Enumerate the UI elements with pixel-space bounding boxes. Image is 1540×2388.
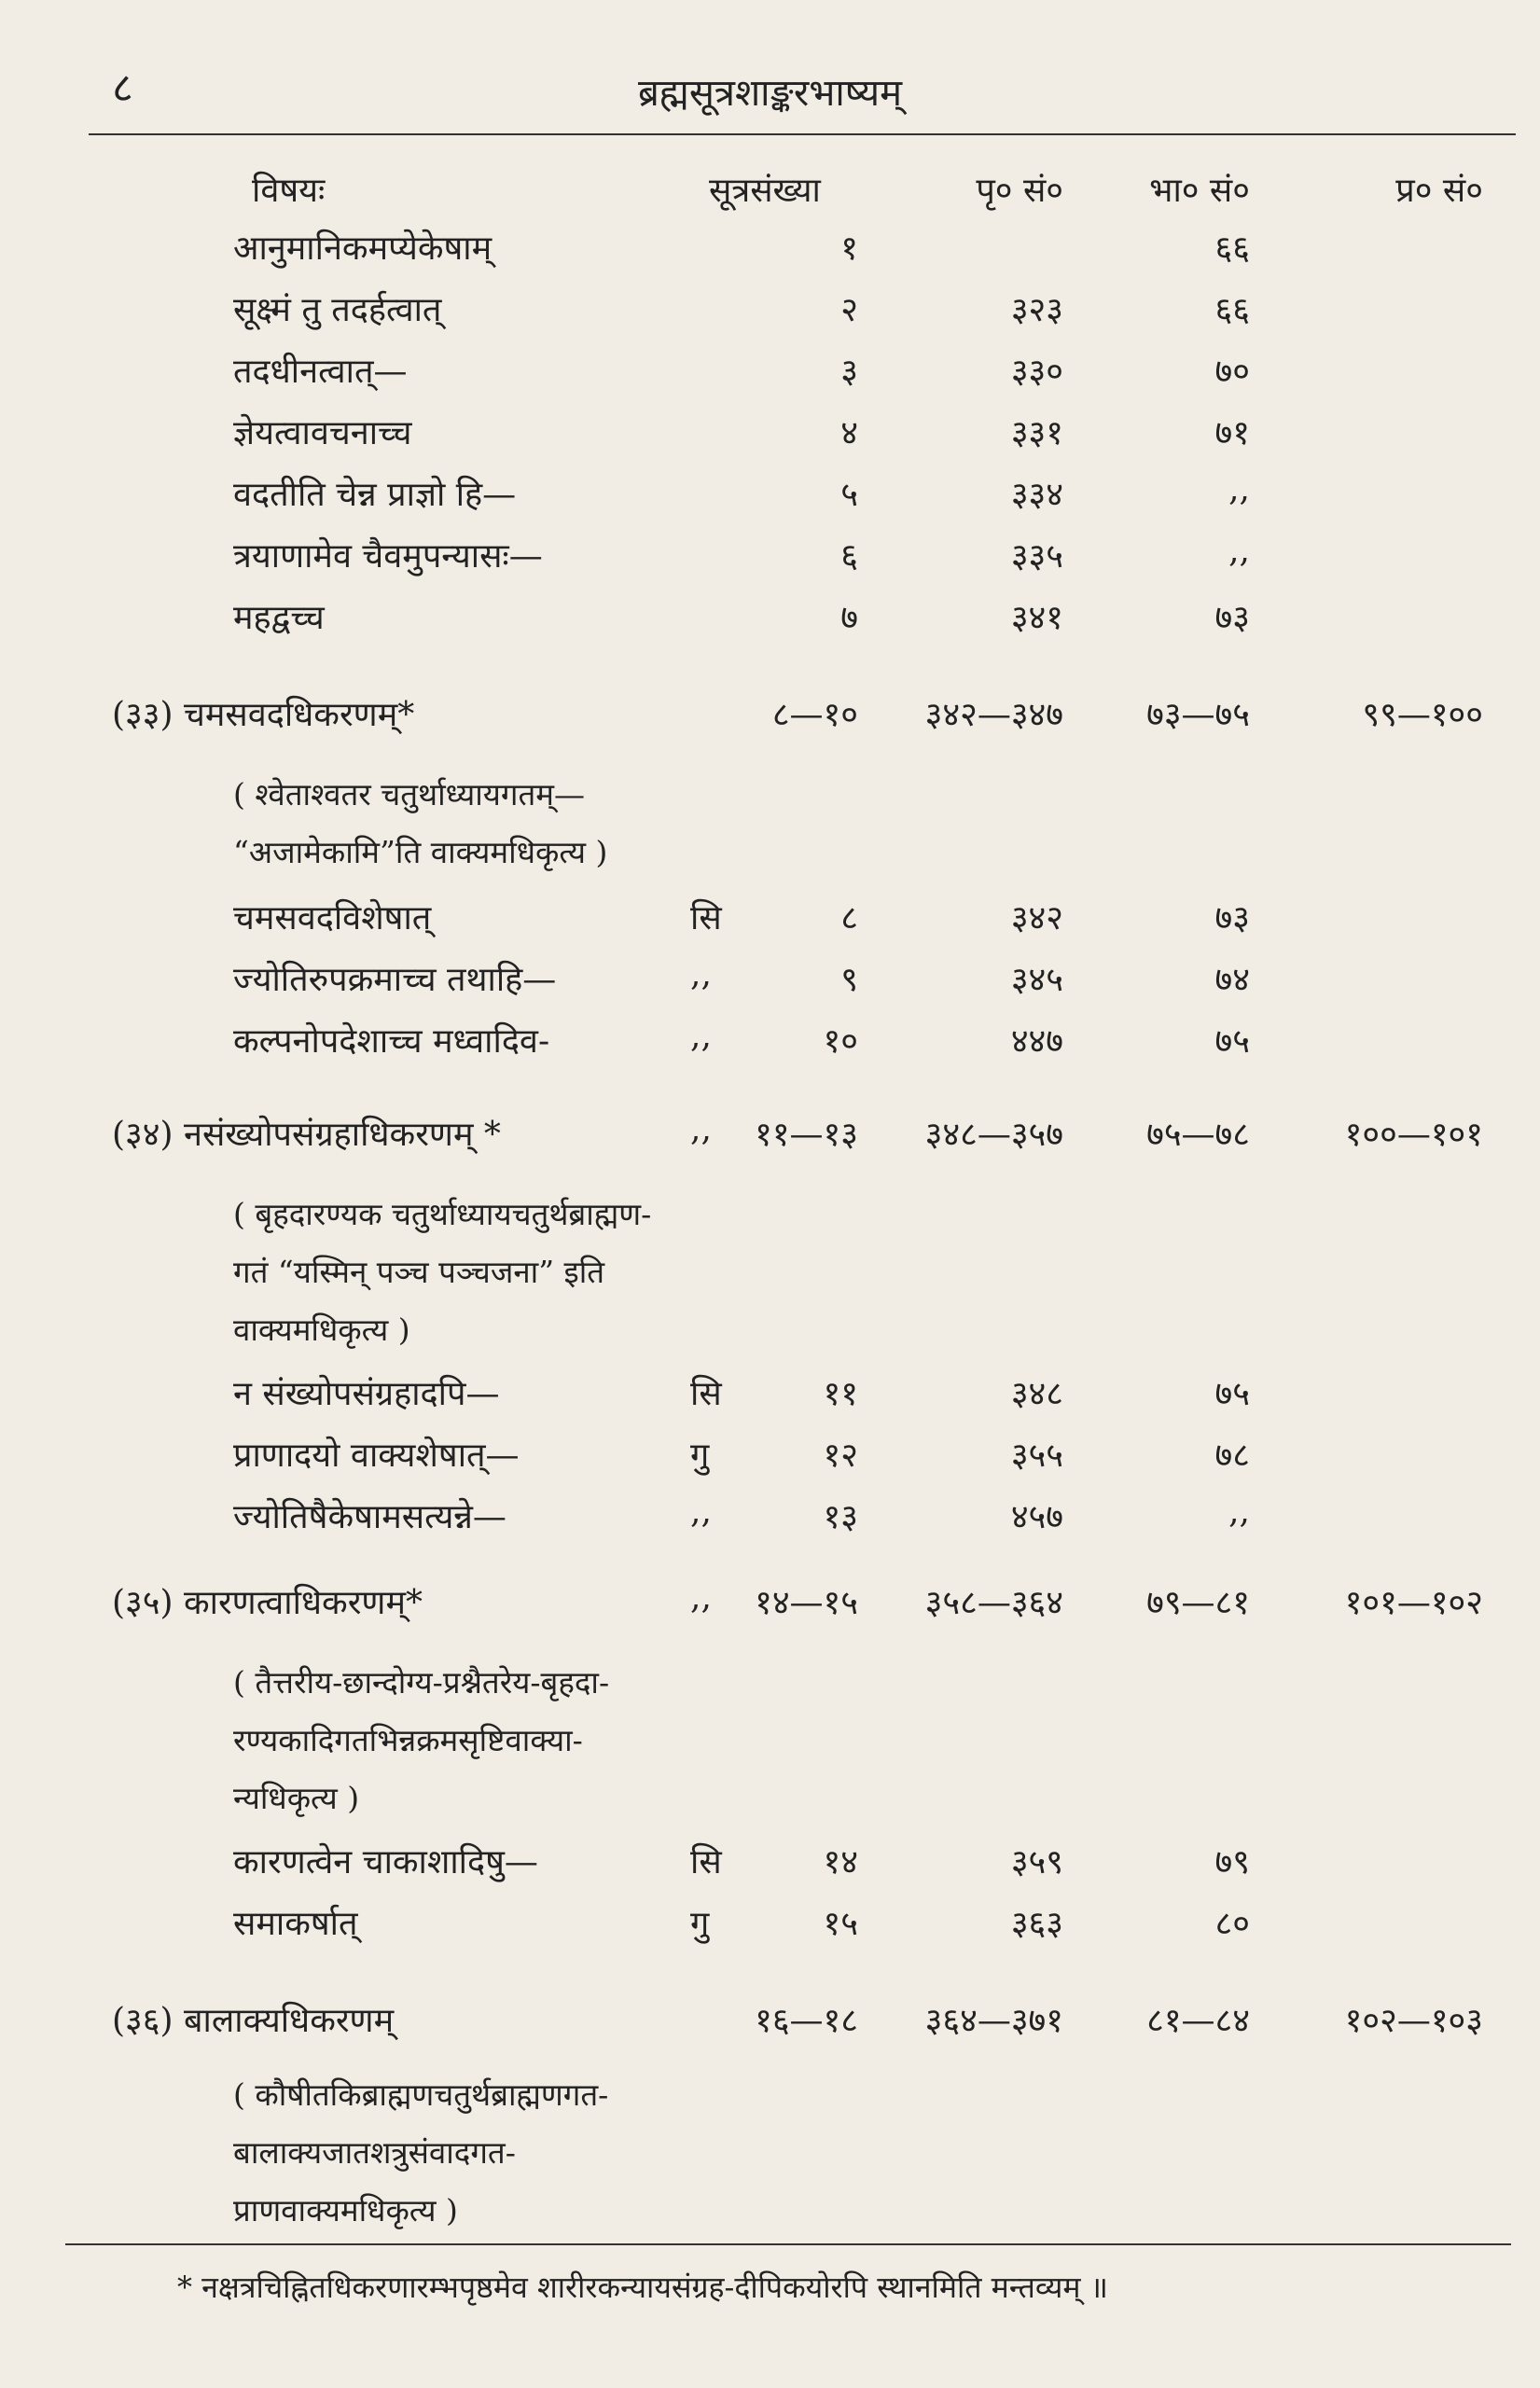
list-item: तदधीनत्वात्— ३ ३३० ७०	[233, 353, 1250, 391]
list-item: प्राणादयो वाक्यशेषात्— गु १२ ३५५ ७८	[233, 1437, 1250, 1475]
col-bhaga: भा० सं०	[1149, 172, 1250, 210]
section-note: “अजामेकामि”ति वाक्यमधिकृत्य )	[233, 834, 608, 870]
running-title: ब्रह्मसूत्रशाङ्करभाष्यम्	[637, 72, 903, 115]
header-rule	[89, 133, 1516, 135]
list-item: न संख्योपसंग्रहादपि— सि ११ ३४८ ७५	[233, 1375, 1250, 1413]
section-note: गतं “यस्मिन् पञ्च पञ्चजना” इति	[233, 1254, 605, 1290]
list-item: सूक्ष्मं तु तदर्हत्वात् २ ३२३ ६६	[233, 291, 1250, 329]
list-item: कारणत्वेन चाकाशादिषु— सि १४ ३५९ ७९	[233, 1843, 1250, 1881]
footnote-rule	[65, 2243, 1511, 2245]
list-item: महद्वच्च ७ ३४१ ७३	[233, 599, 1250, 637]
list-item: त्रयाणामेव चैवमुपन्यासः— ६ ३३५ ,,	[233, 532, 1250, 576]
list-item: ज्योतिरुपक्रमाच्च तथाहि— ,, ९ ३४५ ७४	[233, 955, 1250, 999]
list-item: ज्योतिषैकेषामसत्यन्ने— ,, १३ ४५७ ,,	[233, 1492, 1250, 1536]
page-number: ८	[112, 64, 133, 112]
list-item: समाकर्षात् गु १५ ३६३ ८०	[233, 1905, 1250, 1943]
section-heading: (३६) बालाक्यधिकरणम् १६—१८ ३६४—३७१ ८१—८४ १०२—१०३	[112, 2002, 1483, 2040]
list-item: चमसवदविशेषात् सि ८ ३४२ ७३	[233, 899, 1250, 937]
section-note: ( कौषीतकिब्राह्मणचतुर्थब्राह्मणगत-	[233, 2076, 609, 2113]
section-note: रण्यकादिगतभिन्नक्रमसृष्टिवाक्या-	[233, 1722, 583, 1758]
col-subject: विषयः	[252, 172, 326, 210]
list-item: ज्ञेयत्वावचनाच्च ४ ३३१ ७१	[233, 414, 1250, 452]
section-heading: (३३) चमसवदधिकरणम्* ८—१० ३४२—३४७ ७३—७५ ९९—१००	[112, 696, 1483, 734]
section-note: न्यधिकृत्य )	[233, 1780, 360, 1816]
list-item: कल्पनोपदेशाच्च मध्वादिव- ,, १० ४४७ ७५	[233, 1017, 1250, 1061]
col-sutra: सूत्रसंख्या	[709, 172, 821, 210]
section-heading: (३४) नसंख्योपसंग्रहाधिकरणम् * ,, ११—१३ ३४८—३५७ ७५—७८ १००—१०१	[112, 1110, 1483, 1154]
section-heading: (३५) कारणत्वाधिकरणम्* ,, १४—१५ ३५८—३६४ ७९—८१ १०१—१०२	[112, 1578, 1483, 1622]
col-pra: प्र० सं०	[1395, 172, 1483, 210]
col-page: पृ० सं०	[976, 172, 1063, 210]
footnote: * नक्षत्रचिह्नितधिकरणारम्भपृष्ठमेव शारीरकन्यायसंग्रह-दीपिकयोरपि स्थानमिति मन्तव्यम् ॥	[177, 2270, 1108, 2305]
section-note: ( तैत्तरीय-छान्दोग्य-प्रश्नैतरेय-बृहदा-	[233, 1664, 610, 1701]
list-item: आनुमानिकमप्येकेषाम् १ ६६	[233, 229, 1250, 268]
list-item: वदतीति चेन्न प्राज्ञो हि— ५ ३३४ ,,	[233, 470, 1250, 514]
section-note: बालाक्यजातशत्रुसंवादगत-	[233, 2134, 516, 2171]
column-header-row	[0, 166, 1540, 222]
section-note: ( श्वेताश्वतर चतुर्थाध्यायगतम्—	[233, 776, 586, 812]
section-note: ( बृहदारण्यक चतुर्थाध्यायचतुर्थब्राह्मण-	[233, 1196, 652, 1232]
section-note: वाक्यमधिकृत्य )	[233, 1312, 410, 1348]
section-note: प्राणवाक्यमधिकृत्य )	[233, 2192, 458, 2228]
